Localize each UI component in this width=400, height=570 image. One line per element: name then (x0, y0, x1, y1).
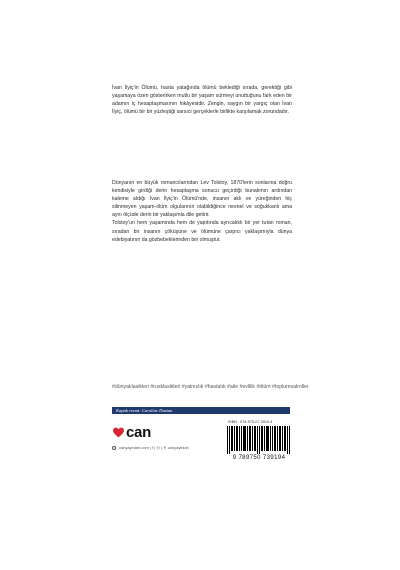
synopsis-text: İvan İlyiç'in Ölümü, hasta yatağında ölümü beklediği sırada, gerektiği gibi yaşamaya özen gösterirken mutlu bir yaşam sürmeyi unuttuğunu fark eden bir adamın iç hesaplaşmasının hikâyesidir. Zengin, saygın bir yargıç olan İvan İlyiç, ölümü bir bir yüzleştiği sarsıcı gerçeklerle birlikte karşılamak zorundadır. (112, 85, 292, 116)
heart-icon (112, 426, 125, 439)
cover-credit-banner (112, 407, 290, 414)
barcode (226, 426, 292, 454)
contacts-text: canyayinlari.com | f | ◎ | ✕ canyayinlari (119, 445, 189, 450)
author-context-text: Dünyanın en büyük romancılarından Lev Tolstoy, 1870'lerin sonlarına doğru kendisiyle girdiği derin hesaplaşma sonucu geçirdiği bunalımın ardından kaleme aldığı İvan İlyiç'in Ölümü'nde, insanın aklı ve yüreğinden hiç silinmeyen yaşam-ölüm olgularının olabildiğince nesnel ve soğukkanlı ama aynı ölçüde derin bir yaklaşımla dile getirir. (112, 180, 292, 219)
globe-icon (112, 446, 116, 450)
publisher-logo (112, 424, 151, 440)
publisher-logo-text: can (126, 423, 151, 441)
synopsis-paragraph-2 (112, 179, 292, 244)
isbn-text: ISBN : 978-975-07-3919-4 (228, 420, 273, 424)
hashtags: #dünyaklasikleri #rusklasikleri #yalnızlık #hastalık #aile #evlilik #ölüm #toplumsalroller (112, 384, 309, 390)
cover-credit: Kapak resmi: Caroline Dustan (116, 407, 173, 413)
barcode-number: 9 789750 739194 (232, 455, 286, 461)
synopsis-paragraph-1 (112, 84, 292, 116)
publisher-contacts (112, 445, 189, 450)
legacy-text: Tolstoy'un hem yaşamında hem de yapıtında ayrıcalıklı bir yer tutan roman, sıradan bir insanın çöküşüne ve ölümüne çarpıcı yaklaşımıyla dünya edebiyatının da gözbebeklerinden biri olmuştur. (112, 220, 292, 243)
